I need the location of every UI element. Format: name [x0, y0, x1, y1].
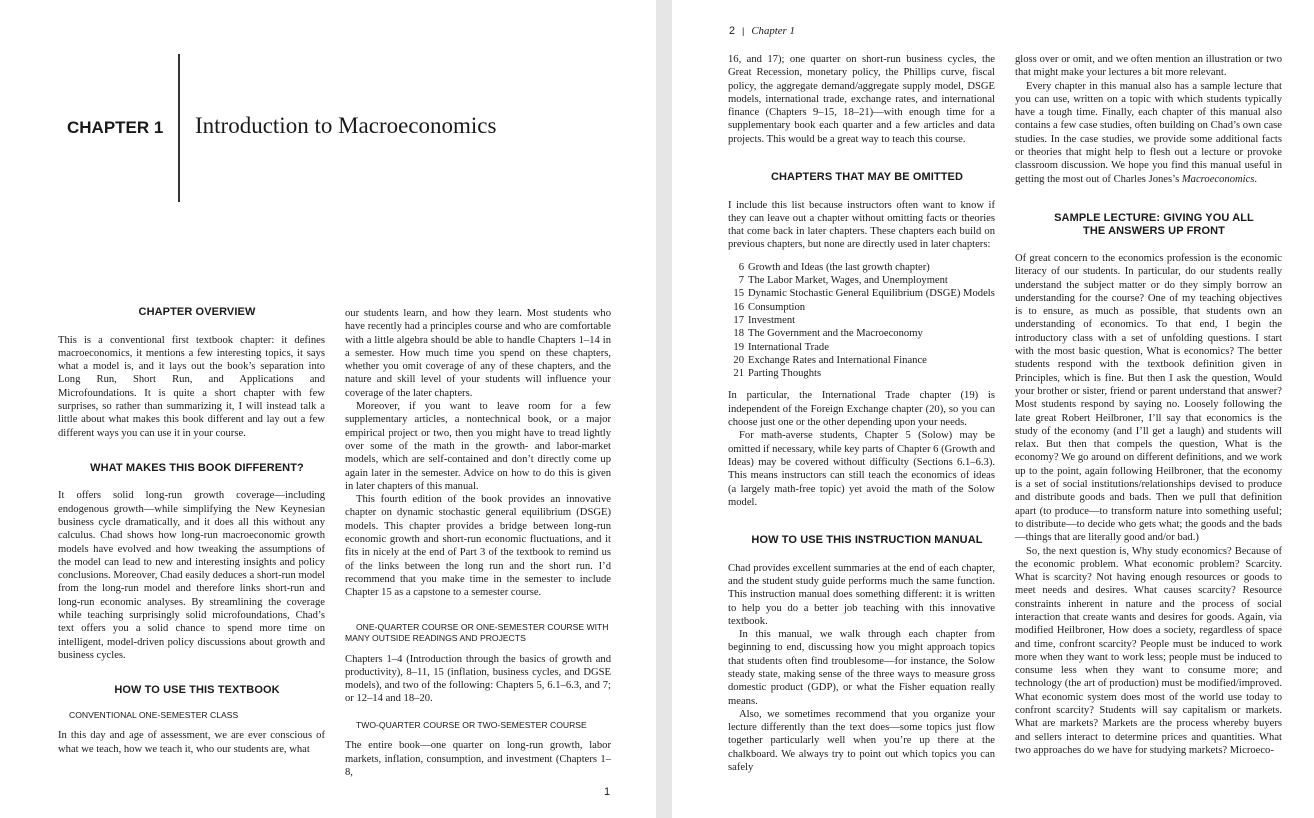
paragraph: gloss over or omit, and we often mention an illustration or two that might make your lectures a bit more relevant.	[1015, 54, 1282, 79]
list-item-text: The Government and the Macroeconomy	[748, 328, 923, 340]
list-item-number: 21	[733, 368, 744, 380]
left-column	[728, 53, 995, 774]
paragraph: So, the next question is, Why study economics? Because of the economic problem. What economic problem? Scarcity. What is scarcity? Not having enough resources or goods to meet needs and desires. What causes scarcity? Resource constraints inherent in nature and the process of social interaction that create wants and desires for goods. Again, via modified Heilbroner, How does a society, regardless of space and time, confront scarcity? People must be induced to work more when they want to work less; people must be induced to consume less when they want to consume more; and technology (the art of production) must be modified/improved. What economic system does most of the world use today to confront scarcity? Students will say capitalism or markets. What are markets? Markets are the process whereby buyers and sellers interact to determine prices and quantities. What two approaches do we have for studying markets? Microeco-	[1015, 545, 1282, 756]
list-item-number: 6	[738, 261, 744, 273]
section-heading-chapter-overview: CHAPTER OVERVIEW	[138, 306, 256, 318]
list-item	[728, 261, 995, 274]
page-number: 1	[604, 786, 611, 798]
running-head-separator: |	[742, 26, 745, 36]
list-item-text: Dynamic Stochastic General Equilibrium (DSGE) Models	[748, 288, 995, 300]
paragraph: our students learn, and how they learn. Most students who have recently had a principles course and who are comfortable with a little algebra should be able to handle Chapters 1–14 in a semester. How much time you spend on these chapters, whether you omit coverage of any of these chapters, and the nature and skill level of your students will influence your coverage of the later chapters.	[345, 308, 611, 399]
list-item	[728, 341, 995, 354]
list-item-number: 17	[733, 314, 744, 326]
running-head-page-number: 2	[729, 25, 736, 37]
running-head-chapter: Chapter 1	[751, 25, 795, 37]
paragraph: Of great concern to the economics profession is the economic literacy of our students. In particular, do our students really understand the subject matter or do they simply borrow an understanding for the course? One of my teaching objectives is to ensure, as much as possible, that students own an understanding of economics. To that end, I begin the introductory class with a set of unfolding questions. I start with the most basic question, What is economics? The better students respond with the textbook definition given in Principles, which is fine. But then I ask the question, Would your brother or sister, friend or parent understand that answer? Most students respond by saying no. Loosely following the late great Robert Heilbroner, I’ll say that economics is the study of the economy (and I’ll get a laugh) and students will relax. But then that compels the question, What is the economy? We go around on different definitions, and we work up to the point, again following Heilbroner, that the economy is a set of social institutions/relationships devised to produce and distribute goods and bads. Then we pull that definition apart (to produce—to transform nature into something useful; to distribute—to decide who gets what; the goods and the bads—things that are literally good and/or bad.)	[1015, 252, 1282, 544]
list-item-text: Consumption	[748, 301, 806, 313]
paragraph: This fourth edition of the book provides an innovative chapter on dynamic stochastic general equilibrium (DSGE) models. This chapter provides a bridge between long-run economic growth and short-run economic fluctuations, and it fits in nicely at the end of Part 3 of the textbook to remind us of the links between the long run and the short run. I’d recommend that you make time in the semester to include Chapter 15 as a capstone to a semester course.	[345, 494, 611, 599]
section-heading-chapters-omitted: CHAPTERS THAT MAY BE OMITTED	[770, 171, 964, 184]
paragraph-end: .	[1254, 173, 1258, 185]
list-item	[728, 287, 995, 300]
paragraph: Chad provides excellent summaries at the end of each chapter, and the student study guide performs much the same function. This instruction manual does something different: it is written to help you do a better job teaching with this innovative textbook.	[728, 562, 995, 627]
omittable-chapters-list	[728, 261, 995, 381]
list-item-number: 19	[733, 341, 744, 353]
paragraph-text: Every chapter in this manual also has a sample lecture that you can use, written on a topic with which students typically have a tough time. Finally, each chapter of this manual also contains a few case studies, often building on Chad’s own case studies. In the case studies, we provide some additional facts or theories that might help to flesh out a lecture or provoke classroom discussion. We hope you find this manual useful in getting the most out of Charles Jones’s	[1015, 80, 1282, 185]
list-item	[728, 314, 995, 327]
paragraph: For math-averse students, Chapter 5 (Solow) may be omitted if necessary, while key parts of Chapter 6 (Growth and Ideas) may be covered without difficulty (Sections 6.1–6.3). This means instructors can still teach the economics of ideas (a largely math-free topic) yet avoid the math of the Solow model.	[728, 430, 995, 508]
paragraph: Chapters 1–4 (Introduction through the basics of growth and productivity), 8–11, 15 (inflation, business cycles, and DGSE models), and two of the following: Chapters 5, 6.1–6.3, and 7; or 12–14 and 18–20.	[345, 653, 611, 705]
right-column	[345, 307, 611, 779]
chapter-title: Introduction to Macroeconomics	[195, 113, 497, 138]
list-item-text: Growth and Ideas (the last growth chapter)	[748, 261, 930, 273]
list-item-number: 16	[733, 301, 744, 313]
paragraph: The entire book—one quarter on long-run growth, labor markets, inflation, consumption, and investment (Chapters 1–8,	[345, 740, 611, 778]
subheading-one-quarter-course: ONE-QUARTER COURSE OR ONE-SEMESTER COURSE WITH MANY OUTSIDE READINGS AND PROJECTS	[345, 621, 609, 644]
list-item-number: 18	[733, 328, 744, 340]
chapter-label: CHAPTER 1	[67, 118, 164, 137]
list-item	[728, 274, 995, 287]
paragraph: 16, and 17); one quarter on short-run business cycles, the Great Recession, monetary policy, the Phillips curve, fiscal policy, the aggregate demand/aggregate supply model, DSGE models, international trade, exchange rates, and international finance (Chapters 9–15, 18–21)—with enough time for a supplementary book each quarter and a few articles and data projects. This would be a great way to teach this course.	[728, 54, 995, 145]
paragraph: In this manual, we walk through each chapter from beginning to end, discussing how you might approach topics that students often find troublesome—for instance, the Solow steady state, making sense of the three ways to measure gross domestic product (GDP), or what the Fisher equation really means.	[728, 629, 995, 707]
left-column	[58, 306, 325, 756]
section-heading-what-makes-different: WHAT MAKES THIS BOOK DIFFERENT?	[90, 461, 304, 474]
list-item-text: International Trade	[748, 341, 829, 353]
list-item	[728, 354, 995, 367]
section-heading-how-to-use-textbook: HOW TO USE THIS TEXTBOOK	[114, 684, 280, 697]
paragraph: Also, we sometimes recommend that you organize your lecture differently than the text does—some topics just flow together particularly well when you’re up there at the chalkboard. We always try to point out which topics you can safely	[728, 708, 995, 774]
subheading-two-quarter-course: TWO-QUARTER COURSE OR TWO-SEMESTER COURSE	[356, 719, 587, 730]
section-heading-sample-lecture-line1: SAMPLE LECTURE: GIVING YOU ALL	[1054, 211, 1254, 224]
list-item-number: 7	[738, 275, 744, 287]
conventional-paragraph: In this day and age of assessment, we are ever conscious of what we teach, how we teach it, who our students are, what	[58, 730, 325, 755]
list-item	[728, 367, 995, 380]
overview-paragraph: This is a conventional first textbook chapter: it defines macroeconomics, it mentions a few interesting topics, it says what a model is, and it lays out the book’s separation into Long Run, Short Run, and Applications and Microfoundations. It is quite a short chapter with few surprises, so rather than summarizing it, I will instead talk a little about what makes this book different and lay out a few different ways you can use it in your course.	[58, 334, 325, 439]
paragraph: I include this list because instructors often want to know if they can leave out a chapter without omitting facts or theories that come back in later chapters. These chapters each build on previous chapters, but none are directly used in later chapters:	[728, 199, 995, 251]
list-item	[728, 327, 995, 340]
subheading-conventional-class: CONVENTIONAL ONE-SEMESTER CLASS	[69, 709, 239, 720]
paragraph	[1015, 80, 1282, 186]
right-page	[672, 0, 1314, 818]
paragraph: Moreover, if you want to leave room for a few supplementary articles, a nontechnical book, or a major empirical project or two, then you might have to tread lightly over some of the math in the growth- and labor-market models, which are self-contained and don’t directly come up again later in the semester. Advice on how to do this is given in later chapters of this manual.	[345, 401, 611, 492]
list-item-number: 20	[733, 354, 744, 366]
list-item-text: Exchange Rates and International Finance	[748, 354, 927, 366]
list-item-text: The Labor Market, Wages, and Unemployment	[748, 275, 948, 287]
section-heading-sample-lecture-line2: THE ANSWERS UP FRONT	[1083, 225, 1225, 238]
different-paragraph: It offers solid long-run growth coverage—including endogenous growth—while simplifying the New Keynesian business cycle dramatically, and it does all this without any calculus. Chad shows how long-run macroeconomic growth models have evolved and how tweaking the assumptions of the model can lead to new and interesting insights and policy conclusions. Moreover, Chad easily deduces a short-run model from the long-run model and therefore links short-run and long-run economic analyses. By streamlining the coverage while teaching surprisingly solid microfoundations, Chad’s text offers you a solid chance to spend more time on intelligent, model-driven policy discussions about growth and business cycles.	[58, 490, 325, 661]
chapter-title-rule	[178, 54, 180, 202]
list-item-text: Investment	[748, 314, 796, 326]
list-item-number: 15	[733, 288, 744, 300]
list-item-text: Parting Thoughts	[748, 368, 822, 380]
book-title: Macroeconomics	[1181, 173, 1255, 185]
paragraph: In particular, the International Trade chapter (19) is independent of the Foreign Exchange chapter (20), so you can choose just one or the other depending upon your needs.	[728, 390, 995, 429]
right-column	[1015, 53, 1282, 757]
section-heading-how-to-use-manual: HOW TO USE THIS INSTRUCTION MANUAL	[751, 534, 983, 547]
left-page	[0, 0, 656, 818]
list-item	[728, 301, 995, 314]
running-head	[729, 25, 795, 37]
